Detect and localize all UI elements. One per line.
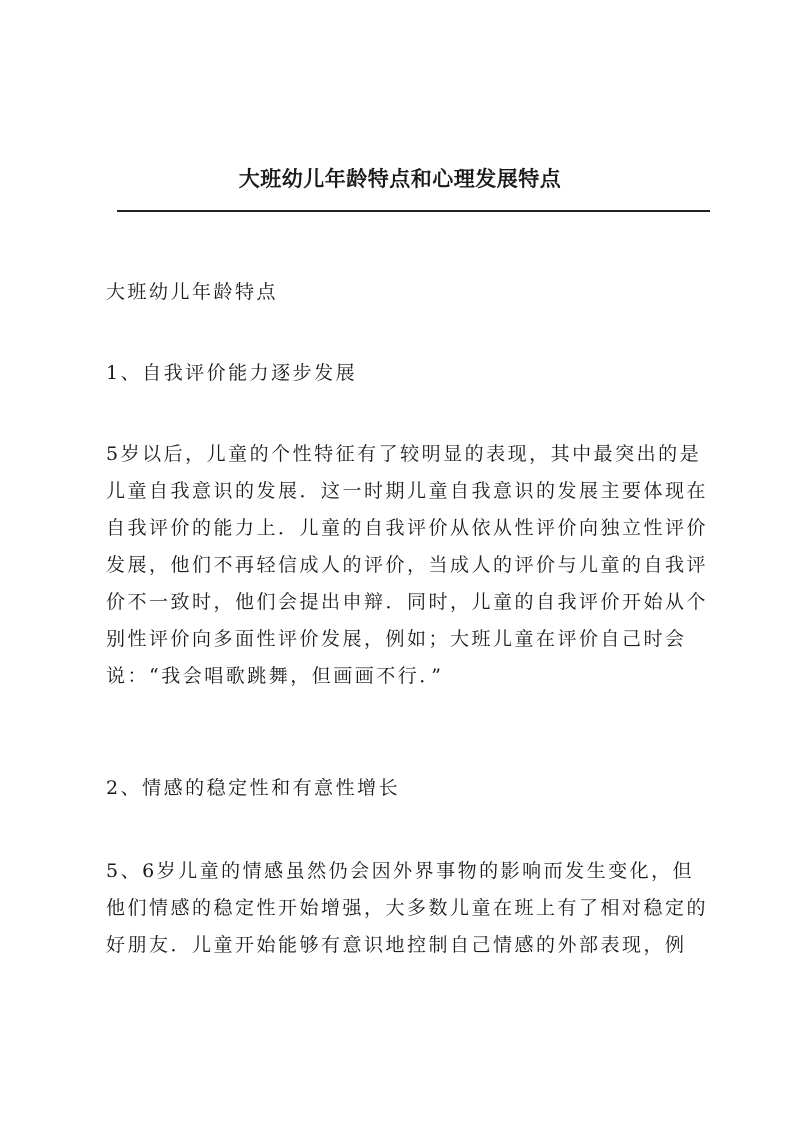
paragraph-line: 儿童自我意识的发展．这一时期儿童自我意识的发展主要体现在 bbox=[106, 480, 709, 502]
item-2-paragraph bbox=[106, 853, 710, 964]
section-heading: 大班幼儿年龄特点 bbox=[106, 281, 279, 303]
paragraph-line: 好朋友．儿童开始能够有意识地控制自己情感的外部表现，例 bbox=[106, 934, 687, 956]
paragraph-line: 5、6岁儿童的情感虽然仍会因外界事物的影响而发生变化，但 bbox=[106, 860, 695, 882]
paragraph-line: 他们情感的稳定性开始增强，大多数儿童在班上有了相对稳定的 bbox=[106, 897, 709, 919]
paragraph-line: 5岁以后，儿童的个性特征有了较明显的表现，其中最突出的是 bbox=[106, 443, 702, 465]
item-1-paragraph bbox=[106, 436, 710, 695]
title-underline bbox=[117, 210, 710, 212]
paragraph-line: 自我评价的能力上．儿童的自我评价从依从性评价向独立性评价 bbox=[106, 517, 709, 539]
document-title: 大班幼儿年龄特点和心理发展特点 bbox=[238, 166, 562, 191]
paragraph-line: 别性评价向多面性评价发展，例如；大班儿童在评价自己时会 bbox=[106, 628, 687, 650]
item-1-heading: 1、自我评价能力逐步发展 bbox=[106, 362, 358, 384]
paragraph-line: 价不一致时，他们会提出申辩．同时，儿童的自我评价开始从个 bbox=[106, 591, 709, 613]
paragraph-line: 发展，他们不再轻信成人的评价，当成人的评价与儿童的自我评 bbox=[106, 554, 709, 576]
paragraph-line: 说：“我会唱歌跳舞，但画画不行．” bbox=[106, 665, 444, 687]
item-2-heading: 2、情感的稳定性和有意性增长 bbox=[106, 777, 401, 799]
